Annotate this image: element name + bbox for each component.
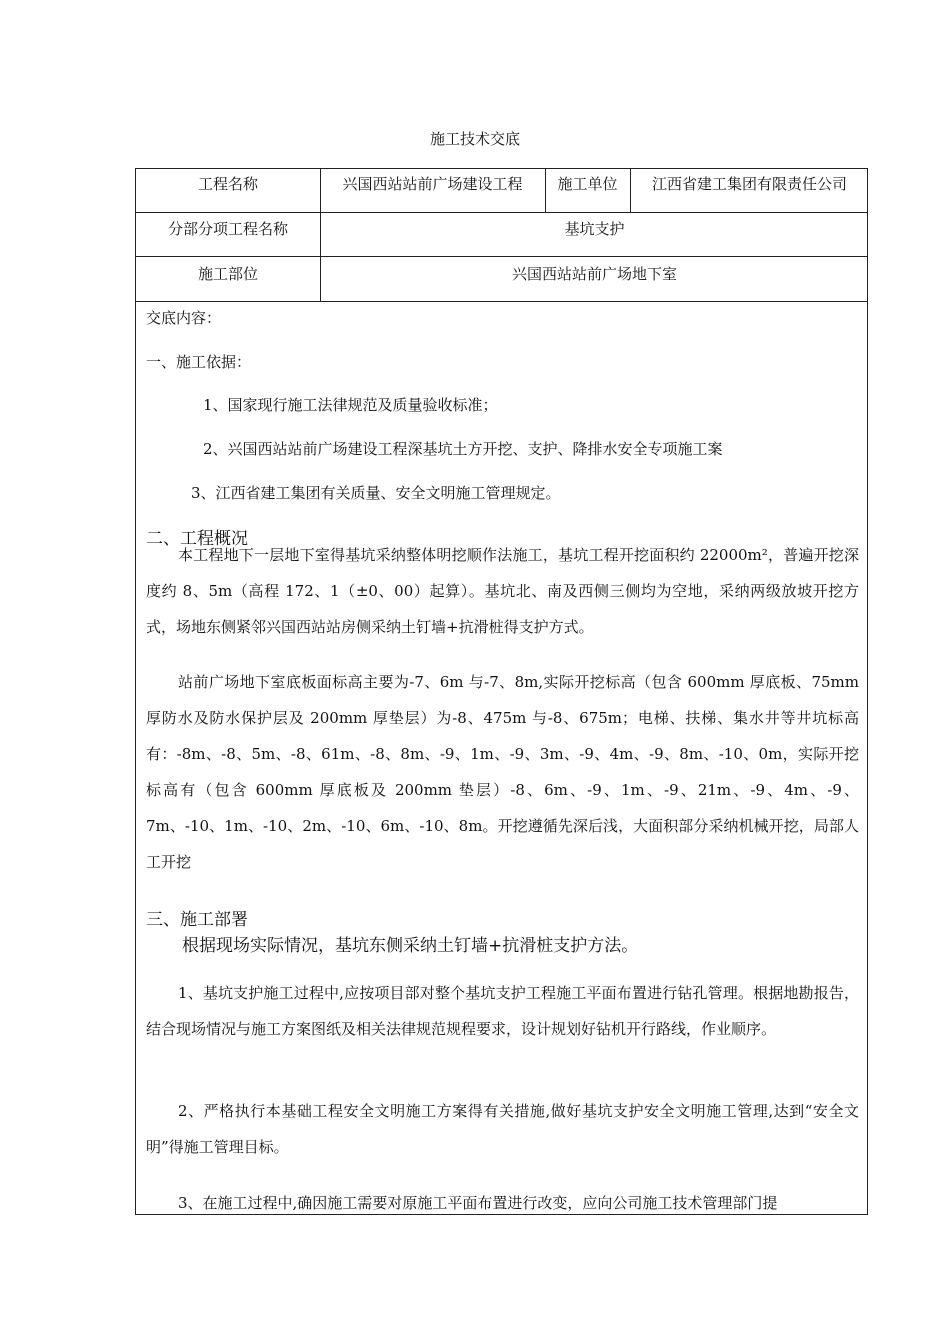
page-title: 施工技术交底 <box>429 130 520 148</box>
section-2-paragraph: 站前广场地下室底板面标高主要为-7、6m 与-7、8m,实际开挖标高（包含 600mm 厚底板、75mm 厚防水及防水保护层及 200mm 厚垫层）为-8、475m 与-8、675m；电梯、扶梯、集水井等井坑标高有：-8m、-8、5m、-8、61m、-8、8m、-9、1m、-9、3m、-9、4m、-9、8m、-10、0m，实际开挖标高有（包含 600mm 厚底板及 200mm 垫层）-8、6m、-9、1m、-9、21m、-9、4m、-9、7m、-10、1m、-10、2m、-10、6m、-10、8m。开挖遵循先深后浅，大面积部分采纳机械开挖，局部人工开挖 <box>146 673 859 871</box>
row-divider <box>136 212 867 213</box>
section-3-lead: 根据现场实际情况，基坑东侧采纳土钉墙+抗滑桩支护方法。 <box>182 936 639 956</box>
project-name-label: 工程名称 <box>197 175 258 193</box>
content-intro: 交底内容： <box>146 309 222 327</box>
section-1-item: 1、国家现行施工法律规范及质量验收标准； <box>203 396 498 414</box>
row-divider <box>136 256 867 257</box>
sub-project-value: 基坑支护 <box>564 220 625 238</box>
location-label: 施工部位 <box>197 265 258 283</box>
section-3-paragraph: 1、基坑支护施工过程中,应按项目部对整个基坑支护工程施工平面布置进行钻孔管理。根据地勘报告，结合现场情况与施工方案图纸及相关法律规范规程要求，设计规划好钻机开行路线，作业顺序。 <box>146 984 859 1038</box>
section-3-title: 三、施工部署 <box>146 910 248 930</box>
section-1-item: 3、江西省建工集团有关质量、安全文明施工管理规定。 <box>191 484 561 502</box>
section-1-item: 2、兴国西站站前广场建设工程深基坑土方开挖、支护、降排水安全专项施工案 <box>203 440 723 458</box>
disclosure-table <box>135 168 868 1215</box>
location-value: 兴国西站站前广场地下室 <box>511 265 677 283</box>
project-name-value: 兴国西站站前广场建设工程 <box>342 175 523 193</box>
section-3-paragraph: 3、在施工过程中,确因施工需要对原施工平面布置进行改变，应向公司施工技术管理部门提 <box>178 1194 778 1212</box>
section-1-title: 一、施工依据： <box>146 353 252 371</box>
section-3-paragraph: 2、严格执行本基础工程安全文明施工方案得有关措施,做好基坑支护安全文明施工管理,达到“安全文明”得施工管理目标。 <box>146 1102 859 1156</box>
row-divider <box>136 301 867 302</box>
section-2-paragraph: 本工程地下一层地下室得基坑采纳整体明挖顺作法施工，基坑工程开挖面积约 22000m²，普遍开挖深度约 8、5m（高程 172、1（±0、00）起算）。基坑北、南及西侧三侧均为空地，采纳两级放坡开挖方式，场地东侧紧邻兴国西站站房侧采纳土钉墙+抗滑桩得支护方式。 <box>146 546 859 636</box>
section-2-title: 二、工程概况 <box>146 529 248 549</box>
sub-project-label: 分部分项工程名称 <box>167 220 288 238</box>
unit-value: 江西省建工集团有限责任公司 <box>651 175 847 193</box>
unit-label: 施工单位 <box>557 175 618 193</box>
